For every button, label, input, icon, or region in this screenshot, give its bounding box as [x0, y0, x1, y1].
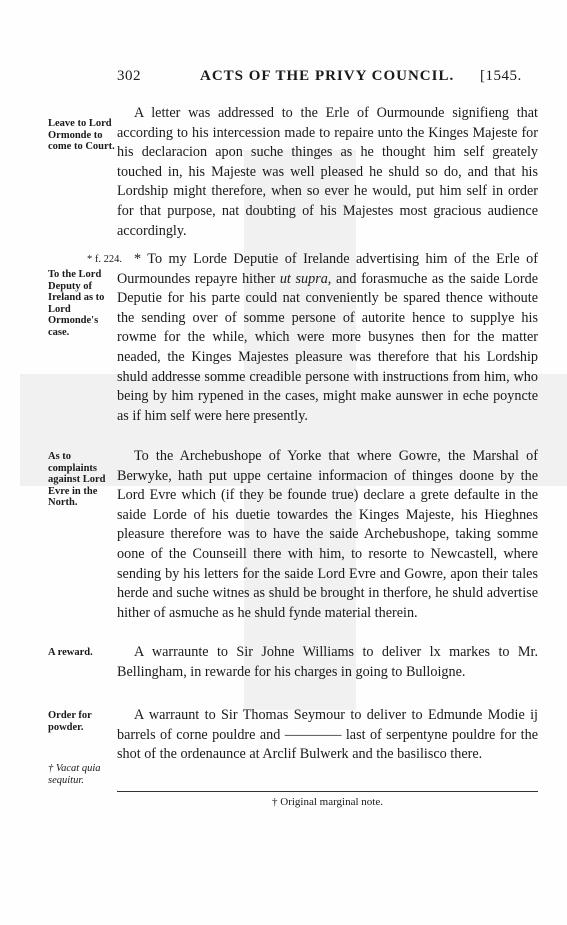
running-title: ACTS OF THE PRIVY COUNCIL.	[200, 68, 455, 84]
paragraph-lord-deputy-italic: ut supra,	[279, 270, 332, 287]
paragraph-lord-deputy-text-2: and forasmuche as the saide Lorde Deputie for his parte could nat conveniently be spared thence withoute the sending over of somme persone of autorite hence to supplye his rowme for the while, which were more busynes then for the matter neaded, the Kinges Majestes pleasure was therefore that his Lordship shuld addresse somme creadible persone with instructions from him, who being by him rypened in the cases, might make aunswer in eche poyncte as if him self were here presently.	[117, 270, 538, 424]
paragraph-ormonde-letter: A letter was addressed to the Erle of Ourmounde signifieng that according to his intercession made to repaire unto the Kinges Majeste for his declaracion apon suche thinges as he thought him self greately touched in, his Majeste was well pleased he shuld so do, and that his Lordship might therefore, when so ever he would, put him self in order for that purpose, nat doubting of his Majestes most gracious audience accordingly.	[117, 105, 538, 239]
footnote: † Original marginal note.	[272, 796, 383, 808]
paragraph-archbishop-york: To the Archebushope of Yorke that where Gowre, the Marshal of Berwyke, hath put uppe certaine informacion of thinges doone by the Lord Evre which (if they be founde true) declare a grete defaulte in the saide Lorde of his duetie towardes the Kinges Majeste, his Hieghnes pleasure therefore was to have the saide Archebushope, taking somme oone of the Counseill there with him, to resorte to Newcastell, where sending by his letters for the saide Lord Evre and Gowre, apon their tales herde and suche witnes as shuld be brought in therfore, he shuld advertise hither of asmuche as he shuld fynde material therein.	[117, 448, 538, 621]
paragraph-lord-deputy-text-1: * To my Lorde Deputie of Irelande advertising him of the Erle of Ourmoundes repayre hither	[117, 251, 538, 287]
margin-note-vacat: † Vacat quia sequitur.	[48, 763, 101, 786]
margin-note-reward: A reward.	[48, 647, 93, 658]
footnote-rule	[117, 791, 538, 792]
header-year: [1545.	[480, 68, 522, 84]
margin-note-evre: As to complaints against Lord Evre in the North.	[48, 451, 106, 508]
paragraph-lord-deputy	[117, 250, 538, 426]
running-header	[0, 68, 567, 90]
margin-note-powder: Order for powder.	[48, 710, 92, 733]
folio-mark: * f. 224.	[87, 254, 122, 265]
page-number: 302	[117, 68, 141, 84]
paragraph-warrant-seymour: A warraunt to Sir Thomas Seymour to deliver to Edmunde Modie ij barrels of corne pouldre and ———— last of serpentyne pouldre for the shot of the ordenaunce at Arclif Bulwerk and the basilisco there.	[117, 707, 538, 763]
margin-note-ormonde: Leave to Lord Ormonde to come to Court.	[48, 118, 115, 152]
paragraph-warrant-williams: A warraunte to Sir Johne Williams to deliver lx markes to Mr. Bellingham, in rewarde for his charges in going to Bulloigne.	[117, 644, 538, 680]
margin-note-deputy: To the Lord Deputy of Ireland as to Lord Ormonde's case.	[48, 269, 105, 338]
